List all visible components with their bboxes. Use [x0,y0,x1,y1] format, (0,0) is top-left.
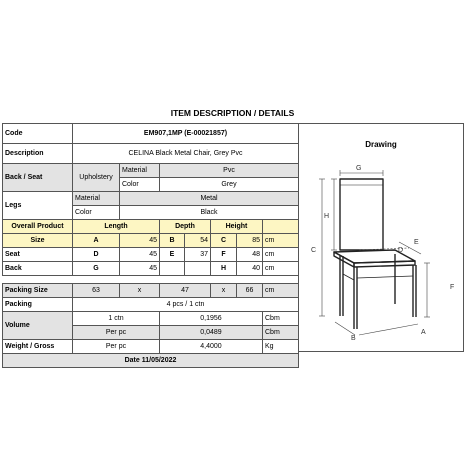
dims-seat-label: Seat [3,248,73,262]
dim-h-letter: H [211,262,237,276]
legs-label: Legs [3,192,73,220]
description-value: CELINA Black Metal Chair, Grey Pvc [73,144,299,164]
dims-header-depth: Depth [160,220,211,234]
drawing-title: Drawing [365,140,397,149]
packing-label: Packing [3,298,73,312]
dims-size-label: Size [3,234,73,248]
weight-value: 4,4000 [160,340,263,354]
dim-g-value: 45 [120,262,160,276]
dim-g-letter: G [73,262,120,276]
dims-header-row [3,220,299,234]
volume-ctn-value: 0,1956 [160,312,263,326]
packing-size-unit: cm [263,284,299,298]
label-e: E [414,239,419,246]
back-seat-upholstery: Upholstery [73,164,120,192]
date-footer: Date 11/05/2022 [3,354,299,368]
dim-d-letter: D [73,248,120,262]
dims-header-height: Height [211,220,263,234]
packing-size-v2: 47 [160,284,211,298]
label-a: A [421,329,426,336]
dim-a-value: 45 [120,234,160,248]
dims-seat-row [3,248,299,262]
label-d: D [398,247,404,254]
back-seat-color-label: Color [120,178,160,192]
back-seat-material-row [3,164,299,178]
packing-row [3,298,299,312]
volume-pc-label: Per pc [73,326,160,340]
date-row [3,354,299,368]
weight-unit: Kg [263,340,299,354]
dims-back-blank-1 [160,262,185,276]
dims-header-overall: Overall Product [3,220,73,234]
back-seat-material-label: Material [120,164,160,178]
packing-size-row [3,284,299,298]
back-seat-label: Back / Seat [3,164,73,192]
volume-pc-unit: Cbm [263,326,299,340]
dims-header-length: Length [73,220,160,234]
label-c: C [311,247,317,254]
legs-material-row [3,192,299,206]
code-row [3,124,299,144]
dims-back-unit: cm [263,262,299,276]
packing-size-v1: 63 [73,284,120,298]
weight-label: Weight / Gross [3,340,73,354]
description-label: Description [3,144,73,164]
dim-a-letter: A [73,234,120,248]
chair-outline [334,179,416,329]
dim-f-letter: F [211,248,237,262]
label-h: H [324,213,330,220]
packing-value: 4 pcs / 1 ctn [73,298,299,312]
legs-material-label: Material [73,192,120,206]
drawing-panel [298,123,464,352]
packing-size-label: Packing Size [3,284,73,298]
chair-drawing [299,124,464,352]
page-title: ITEM DESCRIPTION / DETAILS [170,108,295,118]
code-value: EM907,1MP (E-00021857) [73,124,299,144]
dim-h-value: 40 [237,262,263,276]
label-f: F [450,284,455,291]
dim-e-letter: E [160,248,185,262]
weight-sub-label: Per pc [73,340,160,354]
dims-back-label: Back [3,262,73,276]
dims-overall-unit: cm [263,234,299,248]
dim-d-value: 45 [120,248,160,262]
dim-f-value: 48 [237,248,263,262]
legs-color-label: Color [73,206,120,220]
description-row [3,144,299,164]
code-label: Code [3,124,73,144]
spec-table [2,123,299,368]
volume-label: Volume [3,312,73,340]
volume-ctn-row [3,312,299,326]
dims-header-blank [263,220,299,234]
packing-size-x2: x [211,284,237,298]
packing-size-v3: 66 [237,284,263,298]
volume-ctn-unit: Cbm [263,312,299,326]
dim-b-value: 54 [185,234,211,248]
dim-c-value: 85 [237,234,263,248]
packing-size-x1: x [120,284,160,298]
volume-ctn-label: 1 ctn [73,312,160,326]
back-seat-material-value: Pvc [160,164,299,178]
legs-color-value: Black [120,206,299,220]
spacer-row [3,276,299,284]
dim-c-letter: C [211,234,237,248]
dims-overall-row [3,234,299,248]
volume-pc-value: 0,0489 [160,326,263,340]
legs-material-value: Metal [120,192,299,206]
dims-back-row [3,262,299,276]
label-g: G [356,165,362,172]
dims-seat-unit: cm [263,248,299,262]
weight-row [3,340,299,354]
dim-b-letter: B [160,234,185,248]
back-seat-color-value: Grey [160,178,299,192]
label-b: B [351,335,356,342]
dim-e-value: 37 [185,248,211,262]
dims-back-blank-2 [185,262,211,276]
